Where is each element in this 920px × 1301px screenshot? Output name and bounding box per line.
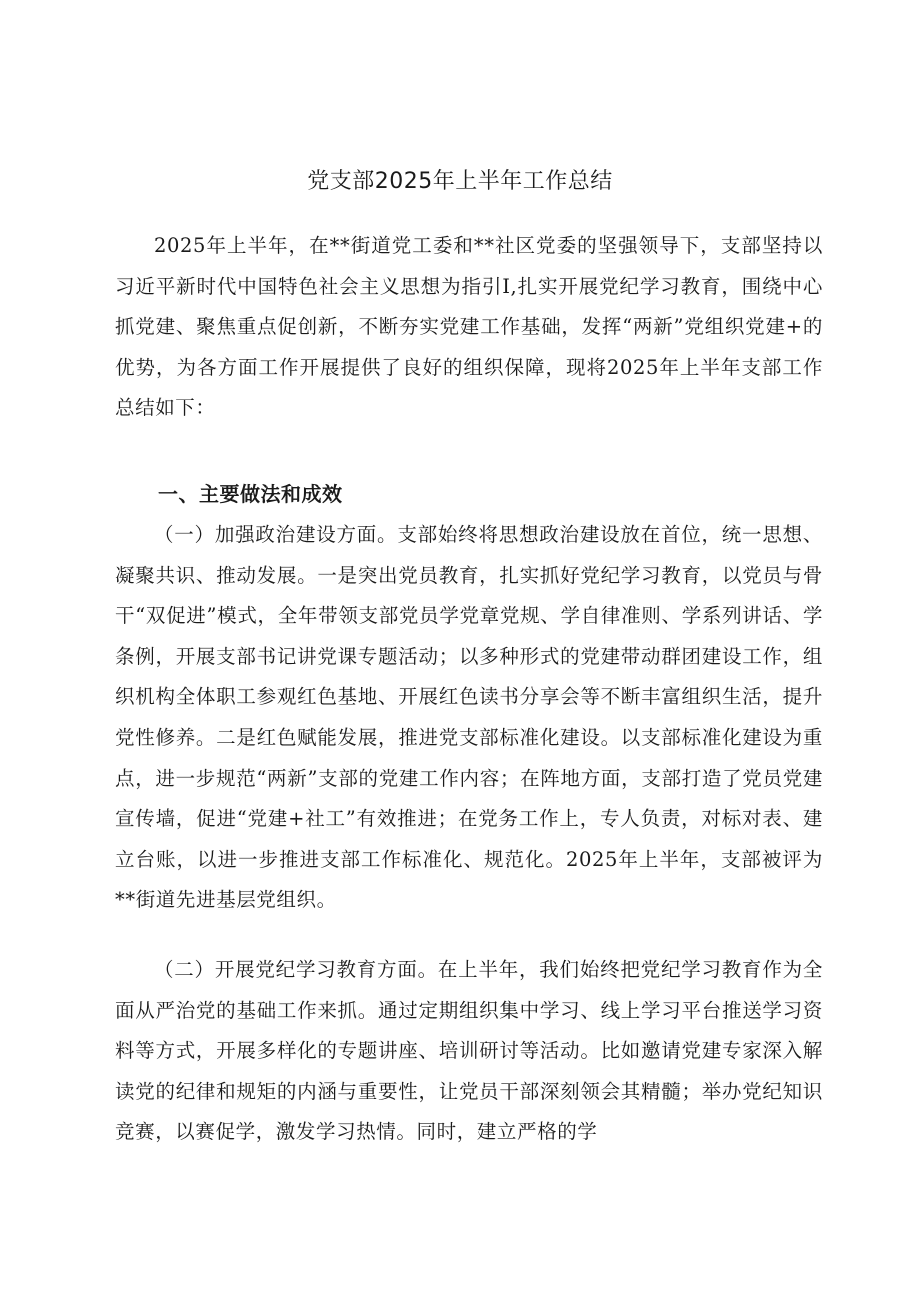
- subsection-1-text: （一）加强政治建设方面。支部始终将思想政治建设放在首位，统一思想、凝聚共识、推动发展。一是突出党员教育，扎实抓好党纪学习教育，以党员与骨干“双促进”模式，全年带领支部党员学党章党规、学自律准则、学系列讲话、学条例，开展支部书记讲党课专题活动；以多种形式的党建带动群团建设工作，组织机构全体职工参观红色基地、开展红色读书分享会等不断丰富组织生活，提升党性修养。二是红色赋能发展，推进党支部标准化建设。以支部标准化建设为重点，进一步规范“两新”支部的党建工作内容；在阵地方面，支部打造了党员党建宣传墙，促进“党建+社工”有效推进；在党务工作上，专人负责，对标对表、建立台账，以进一步推进支部工作标准化、规范化。2025年上半年，支部被评为**街道先进基层党组织。: [115, 523, 823, 912]
- subsection-2-text: （二）开展党纪学习教育方面。在上半年，我们始终把党纪学习教育作为全面从严治党的基础工作来抓。通过定期组织集中学习、线上学习平台推送学习资料等方式，开展多样化的专题讲座、培训研讨等活动。比如邀请党建专家深入解读党的纪律和规矩的内涵与重要性，让党员干部深刻领会其精髓；举办党纪知识竞赛，以赛促学，激发学习热情。同时，建立严格的学: [115, 958, 823, 1144]
- intro-text: 2025年上半年，在**街道党工委和**社区党委的坚强领导下，支部坚持以习近平新时代中国特色社会主义思想为指引I,扎实开展党纪学习教育，围绕中心抓党建、聚焦重点促创新，不断夯实党建工作基础，发挥“两新”党组织党建+的优势，为各方面工作开展提供了良好的组织保障，现将2025年上半年支部工作总结如下：: [115, 234, 823, 420]
- document-title: 党支部2025年上半年工作总结: [307, 169, 613, 194]
- subsection-political-building: [115, 515, 823, 921]
- subsection-discipline-education: [115, 950, 823, 1153]
- intro-paragraph: [115, 226, 823, 429]
- section-heading: 一、主要做法和成效: [158, 482, 343, 506]
